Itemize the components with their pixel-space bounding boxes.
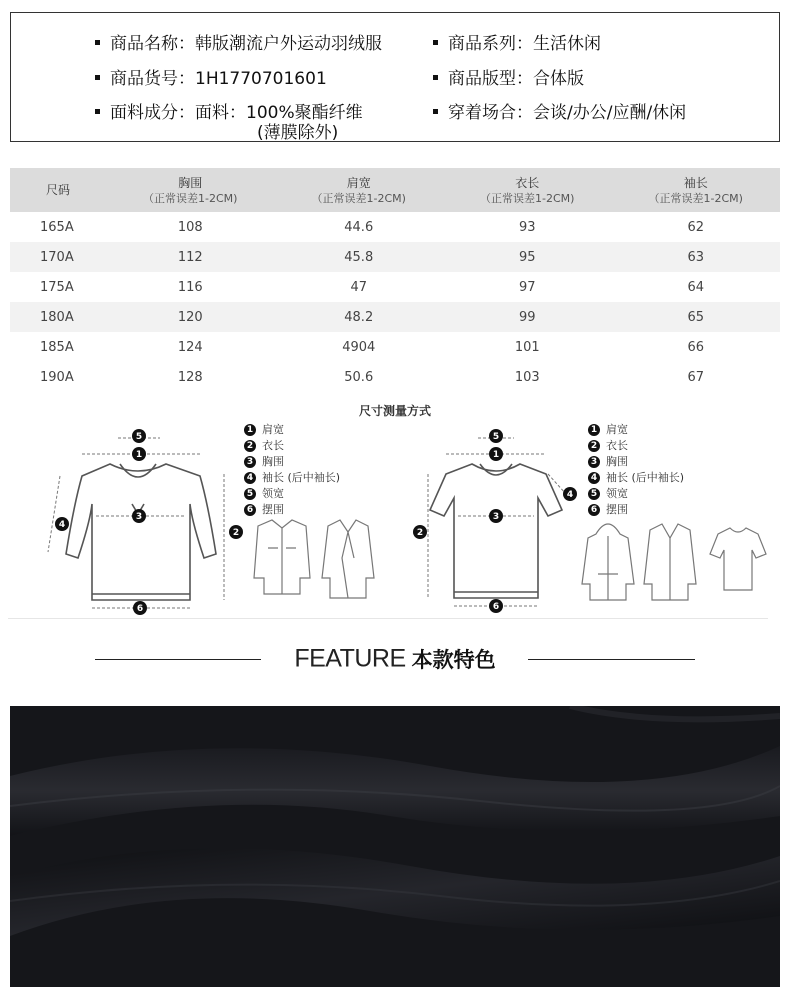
cell-chest: 120: [106, 302, 275, 332]
table-row: [10, 242, 780, 272]
header-sleeve-label: 袖长: [683, 175, 708, 190]
cell-chest: 124: [177, 339, 203, 355]
product-series-text: 商品系列：生活休闲: [448, 34, 601, 54]
legend-item: [588, 422, 684, 438]
header-chest: [106, 168, 275, 212]
product-sku-text: 商品货号：1H1770701601: [110, 69, 327, 89]
legend-label: 摆围: [606, 503, 628, 516]
product-occasion-text: 穿着场合：会谈/办公/应酬/休闲: [448, 103, 687, 123]
feature-title: [0, 644, 790, 674]
bullet-icon: [95, 75, 100, 80]
svg-text:6: 6: [136, 604, 144, 614]
header-sleeve-note: （正常误差1-2CM): [648, 191, 743, 205]
cell-chest: 116: [177, 279, 203, 295]
legend-number-icon: 5: [588, 488, 600, 500]
cell-size: 190A: [40, 369, 74, 385]
svg-text:4: 4: [58, 520, 66, 530]
table-row: [10, 272, 780, 302]
table-row: [10, 212, 780, 242]
product-fabric-note: (薄膜除外): [257, 123, 339, 143]
legend-number-icon: 4: [588, 472, 600, 484]
casualwear-thumbnails-illustration: [578, 514, 768, 604]
cell-chest: 108: [177, 219, 203, 235]
cell-length: 95: [443, 242, 612, 272]
cell-size: 175A: [40, 279, 74, 295]
cell-shoulder: 45.8: [275, 242, 444, 272]
legend-number-icon: 2: [244, 440, 256, 452]
table-row: [10, 362, 780, 392]
legend-label: 肩宽: [606, 423, 628, 436]
svg-text:3: 3: [135, 512, 143, 522]
legend-number-icon: 6: [588, 504, 600, 516]
header-length-note: （正常误差1-2CM): [480, 191, 575, 205]
legend-label: 胸围: [262, 455, 284, 468]
svg-text:4: 4: [566, 490, 574, 500]
product-info-box: [10, 12, 780, 142]
legend-number-icon: 2: [588, 440, 600, 452]
cell-shoulder: 48.2: [275, 302, 444, 332]
legend-item: [244, 454, 340, 470]
cell-size: 170A: [10, 242, 106, 272]
legend-item: [244, 486, 340, 502]
header-shoulder: [275, 168, 444, 212]
product-sku: [95, 68, 327, 90]
product-fit-text: 商品版型：合体版: [448, 69, 584, 89]
cell-chest: 112: [106, 242, 275, 272]
svg-text:3: 3: [492, 512, 500, 522]
legend-label: 肩宽: [262, 423, 284, 436]
fabric-photo: [10, 706, 780, 987]
header-size-label: 尺码: [45, 183, 70, 197]
jacket-thumbnails-illustration: [244, 518, 384, 600]
legend-label: 领宽: [262, 487, 284, 500]
cell-size: 180A: [10, 302, 106, 332]
cell-length: 101: [514, 339, 540, 355]
product-name: [95, 33, 382, 55]
legend-number-icon: 4: [244, 472, 256, 484]
legend-label: 胸围: [606, 455, 628, 468]
svg-text:6: 6: [492, 602, 500, 612]
legend-item: [244, 438, 340, 454]
legend-number-icon: 3: [588, 456, 600, 468]
product-series: [433, 33, 601, 55]
long-sleeve-shirt-illustration: [40, 424, 250, 616]
header-chest-note: （正常误差1-2CM): [143, 191, 238, 205]
header-chest-label: 胸围: [178, 175, 203, 190]
product-occasion: [433, 102, 686, 124]
legend-label: 衣长: [262, 439, 284, 452]
size-table-header-row: [10, 168, 780, 212]
right-legend: [588, 422, 684, 518]
svg-text:5: 5: [492, 432, 500, 442]
cell-length: 103: [514, 369, 540, 385]
svg-text:5: 5: [135, 432, 143, 442]
header-size: [10, 168, 106, 212]
header-shoulder-label: 肩宽: [346, 175, 371, 190]
bullet-icon: [95, 109, 100, 114]
svg-text:1: 1: [492, 450, 500, 460]
cell-sleeve: 65: [612, 302, 781, 332]
feature-title-en: FEATURE: [294, 644, 406, 673]
cell-sleeve: 64: [687, 279, 705, 295]
cell-sleeve: 62: [687, 219, 705, 235]
legend-item: [588, 486, 684, 502]
left-legend: [244, 422, 340, 518]
cell-length: 97: [518, 279, 536, 295]
legend-number-icon: 6: [244, 504, 256, 516]
legend-label: 衣长: [606, 439, 628, 452]
legend-item: [588, 454, 684, 470]
header-shoulder-note: （正常误差1-2CM): [311, 191, 406, 205]
diagram-title: 尺寸测量方式: [358, 404, 431, 418]
product-fit: [433, 68, 584, 90]
product-name-text: 商品名称：韩版潮流户外运动羽绒服: [110, 34, 382, 54]
size-table: [10, 168, 780, 392]
legend-number-icon: 1: [244, 424, 256, 436]
cell-chest: 128: [177, 369, 203, 385]
measurement-diagram: [10, 396, 780, 622]
cell-size: 185A: [40, 339, 74, 355]
legend-item: [588, 438, 684, 454]
bullet-icon: [95, 40, 100, 45]
legend-label: 领宽: [606, 487, 628, 500]
short-sleeve-shirt-illustration: [410, 424, 580, 616]
cell-size: 165A: [40, 219, 74, 235]
svg-text:2: 2: [416, 528, 424, 538]
cell-length: 93: [518, 219, 536, 235]
product-fabric: [95, 102, 363, 143]
legend-number-icon: 3: [244, 456, 256, 468]
cell-sleeve: 66: [687, 339, 705, 355]
cell-shoulder: 44.6: [344, 219, 374, 235]
legend-label: 摆围: [262, 503, 284, 516]
table-row: [10, 332, 780, 362]
legend-label: 袖长 (后中袖长): [606, 471, 685, 484]
legend-item: [588, 470, 684, 486]
table-row: [10, 302, 780, 332]
svg-text:1: 1: [135, 450, 143, 460]
legend-number-icon: 1: [588, 424, 600, 436]
svg-text:2: 2: [232, 528, 240, 538]
header-sleeve: [612, 168, 781, 212]
bullet-icon: [433, 75, 438, 80]
cell-shoulder: 47: [350, 279, 368, 295]
legend-item: [244, 422, 340, 438]
feature-title-cn: 本款特色: [411, 648, 496, 672]
header-length: [443, 168, 612, 212]
legend-label: 袖长 (后中袖长): [262, 471, 341, 484]
legend-item: [244, 502, 340, 518]
product-fabric-text: 面料成分：面料：100%聚酯纤维: [110, 103, 363, 123]
bullet-icon: [433, 40, 438, 45]
legend-item: [244, 470, 340, 486]
cell-shoulder: 4904: [342, 339, 376, 355]
cell-sleeve: 63: [612, 242, 781, 272]
legend-number-icon: 5: [244, 488, 256, 500]
cell-length: 99: [443, 302, 612, 332]
fabric-texture: [10, 706, 780, 987]
diagram-divider: [8, 618, 768, 619]
feature-heading: [0, 640, 790, 680]
cell-shoulder: 50.6: [344, 369, 374, 385]
cell-sleeve: 67: [687, 369, 705, 385]
header-length-label: 衣长: [515, 175, 540, 190]
bullet-icon: [433, 109, 438, 114]
